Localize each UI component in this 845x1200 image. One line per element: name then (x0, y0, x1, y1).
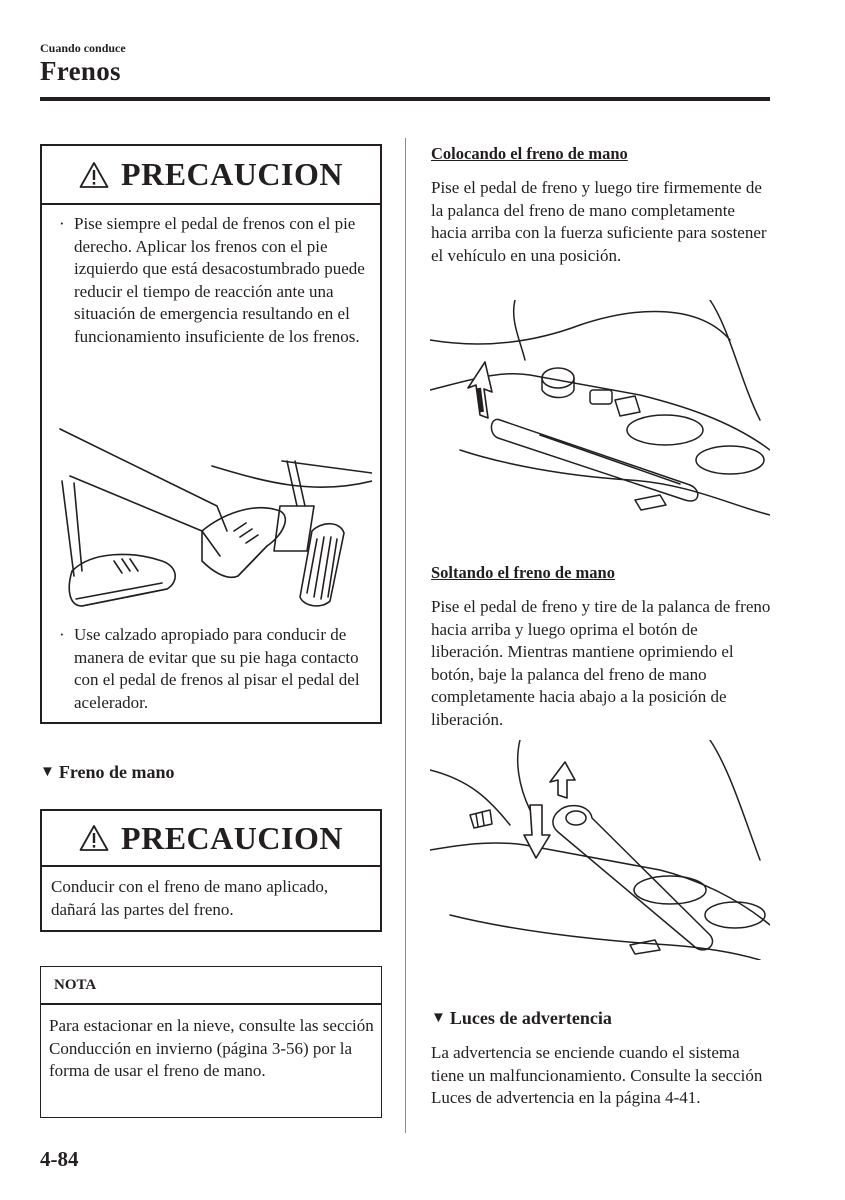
page-number: 4-84 (40, 1147, 79, 1171)
caution-title: PRECAUCION (121, 819, 343, 856)
note-box (40, 966, 382, 1118)
caution-bullet-text: Use calzado apropiado para conducir de manera de evitar que su pie haga contacto con el pedal de frenos al pisar el pedal del acelerador. (74, 625, 360, 712)
pedal-illustration (52, 421, 372, 621)
caution-bullet-text: Pise siempre el pedal de frenos con el pie derecho. Aplicar los frenos con el pie izquierdo que está desacostumbrado puede reducir el tiempo de reacción ante una situación de emergencia resultando en el funcionamiento insuficiente de los frenos. (74, 214, 365, 346)
parking-brake-heading (40, 762, 175, 783)
header-rule (40, 97, 770, 101)
triangle-down-icon: ▼ (431, 1010, 446, 1026)
triangle-down-icon: ▼ (40, 764, 55, 780)
release-heading: Soltando el freno de mano (431, 563, 615, 582)
caution-header (42, 146, 380, 205)
warning-lights-heading (431, 1008, 612, 1029)
caution-title: PRECAUCION (121, 156, 343, 192)
warning-lights-text: La advertencia se enciende cuando el sistema tiene un malfuncionamiento. Consulte la sección Luces de advertencia en la página 4-41. (431, 1043, 763, 1107)
apply-text: Pise el pedal de freno y luego tire firmemente de la palanca del freno de mano completamente hacia arriba con la fuerza suficiente para sostener el vehículo en una posición. (431, 178, 767, 265)
release-text: Pise el pedal de freno y tire de la palanca de freno hacia arriba y luego oprima el botón de liberación. Mientras mantiene oprimiendo el botón, baje la palanca del freno de mano completamente hacia abajo a la posición de liberación. (431, 597, 771, 729)
caution-box-2 (40, 809, 382, 932)
parking-brake-apply-illustration (430, 300, 770, 520)
column-divider (405, 138, 406, 1133)
page-title: Frenos (40, 56, 121, 86)
note-text: Para estacionar en la nieve, consulte las sección Conducción en invierno (página 3-56) por la forma de usar el freno de mano. (49, 1016, 374, 1080)
apply-heading: Colocando el freno de mano (431, 144, 628, 163)
caution-bullet: · Use calzado apropiado para conducir de manera de evitar que su pie haga contacto con el pedal de frenos al pisar el pedal del acelerador. (74, 624, 374, 714)
warning-lights-heading-text: Luces de advertencia (449, 1008, 612, 1028)
parking-brake-heading-text: Freno de mano (58, 762, 175, 782)
caution-box (40, 144, 382, 724)
warning-triangle-icon (79, 824, 109, 852)
warning-triangle-icon (79, 161, 109, 189)
parking-brake-release-illustration (430, 740, 770, 960)
caution-header (42, 811, 380, 867)
caution-text: Conducir con el freno de mano aplicado, dañará las partes del freno. (51, 877, 329, 919)
caution-bullet: · Pise siempre el pedal de frenos con el pie derecho. Aplicar los frenos con el pie izquierdo que está desacostumbrado puede reducir el tiempo de reacción ante una situación de emergencia resultando en el funcionamiento insuficiente de los frenos. (74, 213, 374, 348)
section-label: Cuando conduce (40, 41, 126, 55)
note-title: NOTA (41, 967, 381, 1005)
